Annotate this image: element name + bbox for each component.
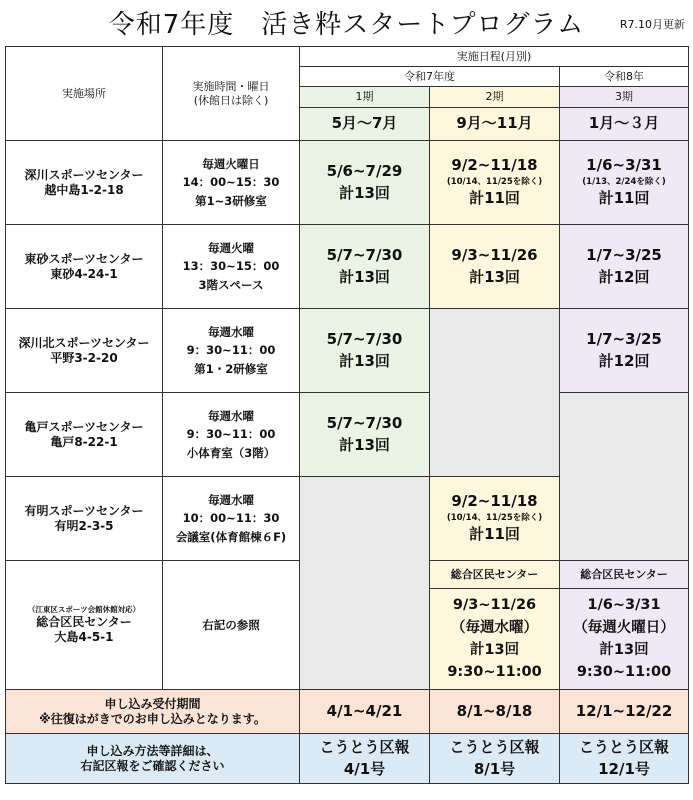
term2-count: 計11回	[469, 189, 520, 208]
hours: 13：30~15：00	[182, 259, 280, 274]
term3-dates: 1/6~3/31	[586, 156, 662, 175]
term3-count: 計12回	[598, 351, 650, 370]
location-cell	[6, 141, 163, 225]
hours: 9：30~11：00	[186, 343, 276, 358]
term1-dates: 5/6~7/29	[326, 161, 403, 180]
time-cell	[163, 225, 300, 309]
term3-exclusions: (1/13、2/24を除く)	[582, 176, 666, 187]
header-reiwa8: 令和8年	[560, 67, 689, 87]
term2-dates: 9/3~11/26	[452, 597, 537, 614]
header-term2: 2期	[430, 87, 560, 108]
term1-count: 計13回	[339, 351, 390, 370]
info-label-line1: 申し込み方法等詳細は、	[86, 743, 219, 758]
issue-number: 4/1号	[343, 759, 386, 778]
location-note: （江東区スポーツ会館休館対応）	[27, 605, 141, 615]
header-months1: 5月～7月	[300, 108, 430, 141]
term3-cell	[560, 141, 689, 225]
time-cell	[163, 309, 300, 393]
table-row	[6, 393, 689, 477]
apply-row	[6, 690, 689, 734]
room: 第1・2研修室	[194, 361, 268, 376]
header-location: 実施場所	[6, 47, 163, 141]
header-time-line1: 実施時間・曜日	[192, 79, 270, 93]
apply-period3: 12/1~12/22	[560, 690, 689, 734]
term1-count: 計13回	[339, 435, 390, 454]
term3-count: 計11回	[598, 189, 650, 208]
location-name: 総合区民センター	[36, 614, 132, 629]
weekday: 毎週水曜	[208, 408, 254, 423]
apply-label	[6, 690, 300, 734]
location-cell	[6, 225, 163, 309]
weekday: 毎週火曜	[208, 240, 254, 255]
term3-empty-cell	[560, 393, 689, 561]
location-name: 亀戸スポーツセンター	[24, 419, 144, 434]
term2-cell	[430, 477, 560, 561]
term3-dates: 1/7~3/25	[586, 245, 662, 264]
weekday: 毎週水曜	[208, 324, 254, 339]
term1-empty-cell	[300, 477, 430, 690]
location-address: 越中島1-2-18	[44, 182, 124, 197]
location-address: 大島4-5-1	[54, 629, 114, 644]
header-schedule: 実施日程(月別)	[300, 47, 689, 67]
term2-hours: 9:30~11:00	[447, 664, 542, 681]
newsletter-name: こうとう区報	[449, 737, 540, 756]
term3-dates: 1/6~3/31	[587, 597, 661, 614]
info-row	[6, 734, 689, 784]
term3-weekday: （毎週火曜日）	[573, 619, 675, 636]
newsletter-name: こうとう区報	[319, 737, 410, 756]
time-cell	[163, 393, 300, 477]
term2-weekday: （毎週水曜）	[451, 619, 538, 636]
location-cell	[6, 477, 163, 561]
room: 小体育室（3階）	[186, 445, 276, 460]
time-cell	[163, 477, 300, 561]
table-row	[6, 225, 689, 309]
header-time-line2: (休館日は除く)	[193, 93, 269, 107]
term2-dates: 9/2~11/18	[451, 156, 538, 175]
term2-cell	[430, 225, 560, 309]
schedule-table	[5, 46, 689, 784]
issue-number: 8/1号	[473, 759, 516, 778]
term3-hours: 9:30~11:00	[576, 664, 672, 681]
time-cell: 右記の参照	[163, 561, 300, 690]
term1-cell	[300, 309, 430, 393]
hours: 14：00~15：30	[182, 175, 280, 190]
location-cell	[6, 309, 163, 393]
weekday: 毎週水曜	[208, 492, 254, 507]
location-name: 有明スポーツセンター	[24, 503, 144, 518]
issue-number: 12/1号	[598, 759, 650, 778]
table-row	[6, 141, 689, 225]
apply-label-line1: 申し込み受付期間	[104, 696, 201, 711]
header-term1: 1期	[300, 87, 430, 108]
header-term3: 3期	[560, 87, 689, 108]
term3-venue: 総合区民センター	[560, 561, 689, 589]
term2-dates: 9/2~11/18	[451, 492, 538, 511]
header-time	[163, 47, 300, 141]
newsletter-name: こうとう区報	[579, 737, 670, 756]
location-name: 深川北スポーツセンター	[18, 335, 150, 350]
term1-dates: 5/7~7/30	[326, 329, 403, 348]
info-label-line2: 右記区報をご確認ください	[80, 758, 225, 773]
term3-count: 計13回	[599, 642, 649, 658]
hours: 9：30~11：00	[186, 427, 276, 442]
term3-cell	[560, 589, 689, 690]
term2-count: 計11回	[469, 525, 520, 544]
apply-period1: 4/1~4/21	[300, 690, 430, 734]
info-issue3	[560, 734, 689, 784]
term2-count: 計13回	[469, 642, 520, 658]
info-issue1	[300, 734, 430, 784]
term1-dates: 5/7~7/30	[326, 413, 403, 432]
term2-exclusions: (10/14、11/25を除く)	[446, 176, 543, 187]
location-name: 深川スポーツセンター	[24, 167, 144, 182]
term2-empty-cell	[430, 309, 560, 477]
header-months2: 9月～11月	[430, 108, 560, 141]
info-issue2	[430, 734, 560, 784]
apply-period2: 8/1~8/18	[430, 690, 560, 734]
term1-cell	[300, 141, 430, 225]
term3-count: 計12回	[598, 267, 650, 286]
location-address: 平野3-2-20	[50, 350, 118, 365]
updated-date: R7.10月更新	[619, 18, 685, 31]
term1-dates: 5/7~7/30	[326, 245, 403, 264]
term2-cell	[430, 141, 560, 225]
term3-cell	[560, 225, 689, 309]
location-address: 亀戸8-22-1	[50, 434, 118, 449]
header-months3: 1月～３月	[560, 108, 689, 141]
term1-cell	[300, 393, 430, 477]
info-label	[6, 734, 300, 784]
location-address: 有明2-3-5	[54, 518, 114, 533]
term1-count: 計13回	[339, 183, 390, 202]
apply-label-line2: ※往復はがきでのお申し込みとなります。	[39, 711, 266, 726]
hours: 10：00~11：30	[182, 511, 280, 526]
term2-count: 計13回	[469, 267, 520, 286]
room: 第1~3研修室	[195, 193, 267, 208]
location-cell	[6, 561, 163, 690]
table-row	[6, 309, 689, 393]
location-cell	[6, 393, 163, 477]
time-cell	[163, 141, 300, 225]
header-reiwa7: 令和7年度	[300, 67, 560, 87]
term2-dates: 9/3~11/26	[451, 245, 538, 264]
room: 会議室(体育館棟６F)	[175, 529, 287, 544]
term2-cell	[430, 589, 560, 690]
term2-exclusions: (10/14、11/25を除く)	[446, 512, 543, 523]
term2-venue: 総合区民センター	[430, 561, 560, 589]
page-title: 令和7年度 活き粋スタートプログラム	[108, 10, 585, 40]
room: 3階スペース	[198, 277, 264, 292]
location-address: 東砂4-24-1	[50, 266, 118, 281]
term1-cell	[300, 225, 430, 309]
term1-count: 計13回	[339, 267, 390, 286]
location-name: 東砂スポーツセンター	[24, 251, 144, 266]
term3-dates: 1/7~3/25	[586, 329, 662, 348]
weekday: 毎週火曜日	[202, 156, 260, 171]
term3-cell	[560, 309, 689, 393]
